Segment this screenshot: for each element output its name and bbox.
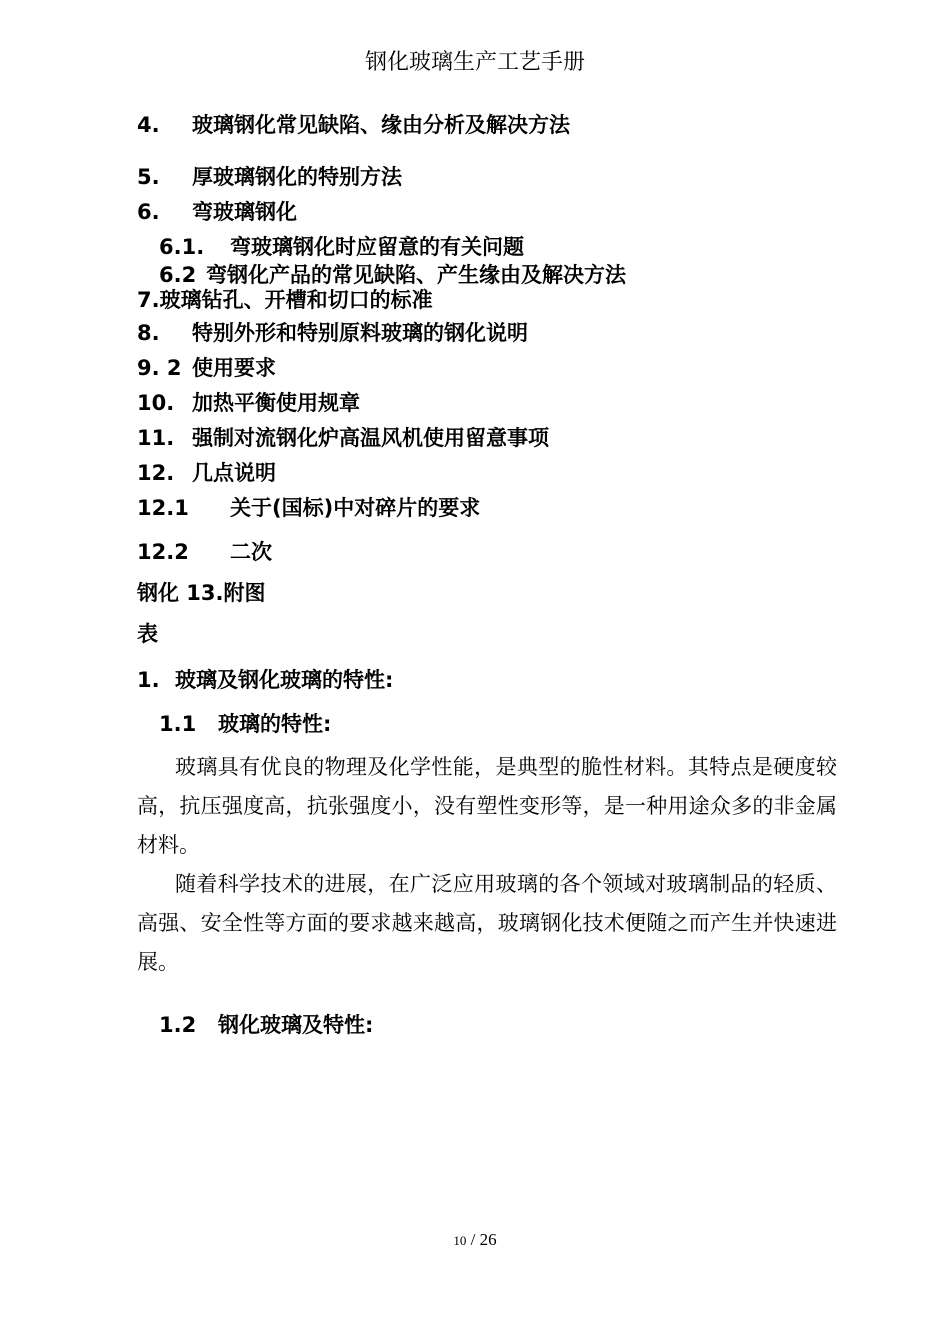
subsection-heading	[159, 709, 331, 739]
subsection-heading	[159, 1010, 373, 1040]
page-separator: /	[466, 1230, 480, 1249]
body-paragraph: 随着科学技术的进展，在广泛应用玻璃的各个领域对玻璃制品的轻质、高强、安全性等方面的要求越来越高，玻璃钢化技术便随之而产生并快速进展。	[137, 872, 837, 974]
toc-text: 加热平衡使用规章	[192, 391, 360, 415]
toc-text: 玻璃钢化常见缺陷、缘由分析及解决方法	[192, 113, 570, 137]
toc-number: 6.2	[159, 263, 197, 287]
body-paragraph: 玻璃具有优良的物理及化学性能，是典型的脆性材料。其特点是硬度较高，抗压强度高，抗张强度小，没有塑性变形等，是一种用途众多的非金属材料。	[137, 755, 837, 857]
toc-entry	[137, 493, 480, 523]
toc-text: 弯玻璃钢化时应留意的有关问题	[230, 235, 524, 259]
page-header-title: 钢化玻璃生产工艺手册	[364, 50, 585, 75]
toc-text: 强制对流钢化炉高温风机使用留意事项	[192, 426, 549, 450]
toc-entry	[137, 162, 402, 192]
toc-entry	[137, 318, 528, 348]
toc-entry	[137, 388, 360, 418]
toc-entry	[137, 423, 549, 453]
toc-text: 玻璃钻孔、开槽和切口的标准	[159, 288, 433, 312]
current-page: 10	[453, 1233, 467, 1248]
toc-entry	[137, 619, 158, 649]
toc-number: 钢化 13.	[137, 581, 224, 605]
toc-text: 特别外形和特别原料玻璃的钢化说明	[192, 321, 528, 345]
toc-number: 6.1.	[159, 235, 205, 259]
toc-entry	[159, 232, 524, 262]
toc-number: 12.1	[137, 496, 189, 520]
toc-text: 二次	[230, 540, 272, 564]
section-heading	[137, 665, 393, 695]
subsection-title: 钢化玻璃及特性:	[218, 1013, 374, 1037]
toc-number: 8.	[137, 321, 160, 345]
toc-entry	[137, 197, 297, 227]
toc-number: 7.	[137, 288, 160, 312]
subsection-number: 1.1	[159, 712, 197, 736]
toc-number: 12.	[137, 461, 175, 485]
toc-number: 12.2	[137, 540, 189, 564]
toc-text: 表	[137, 622, 158, 646]
subsection-title: 玻璃的特性:	[218, 712, 332, 736]
toc-text: 关于(国标)中对碎片的要求	[230, 496, 481, 520]
total-pages: 26	[479, 1230, 497, 1249]
toc-number: 10.	[137, 391, 175, 415]
toc-entry	[137, 458, 276, 488]
toc-text: 厚玻璃钢化的特别方法	[192, 165, 402, 189]
subsection-number: 1.2	[159, 1013, 197, 1037]
toc-entry	[137, 578, 266, 608]
toc-entry	[137, 353, 276, 383]
section-number: 1.	[137, 668, 160, 692]
toc-number: 5.	[137, 165, 160, 189]
toc-text: 附图	[223, 581, 266, 605]
toc-entry	[137, 285, 433, 315]
toc-text: 弯玻璃钢化	[192, 200, 297, 224]
toc-text: 使用要求	[192, 356, 276, 380]
toc-number: 6.	[137, 200, 160, 224]
toc-number: 4.	[137, 113, 160, 137]
toc-number: 11.	[137, 426, 175, 450]
section-title: 玻璃及钢化玻璃的特性:	[175, 668, 394, 692]
toc-entry	[137, 110, 570, 140]
toc-text: 弯钢化产品的常见缺陷、产生缘由及解决方法	[206, 263, 626, 287]
page-number	[0, 1228, 950, 1253]
toc-number: 9. 2	[137, 356, 182, 380]
toc-entry	[137, 537, 272, 567]
toc-text: 几点说明	[192, 461, 276, 485]
